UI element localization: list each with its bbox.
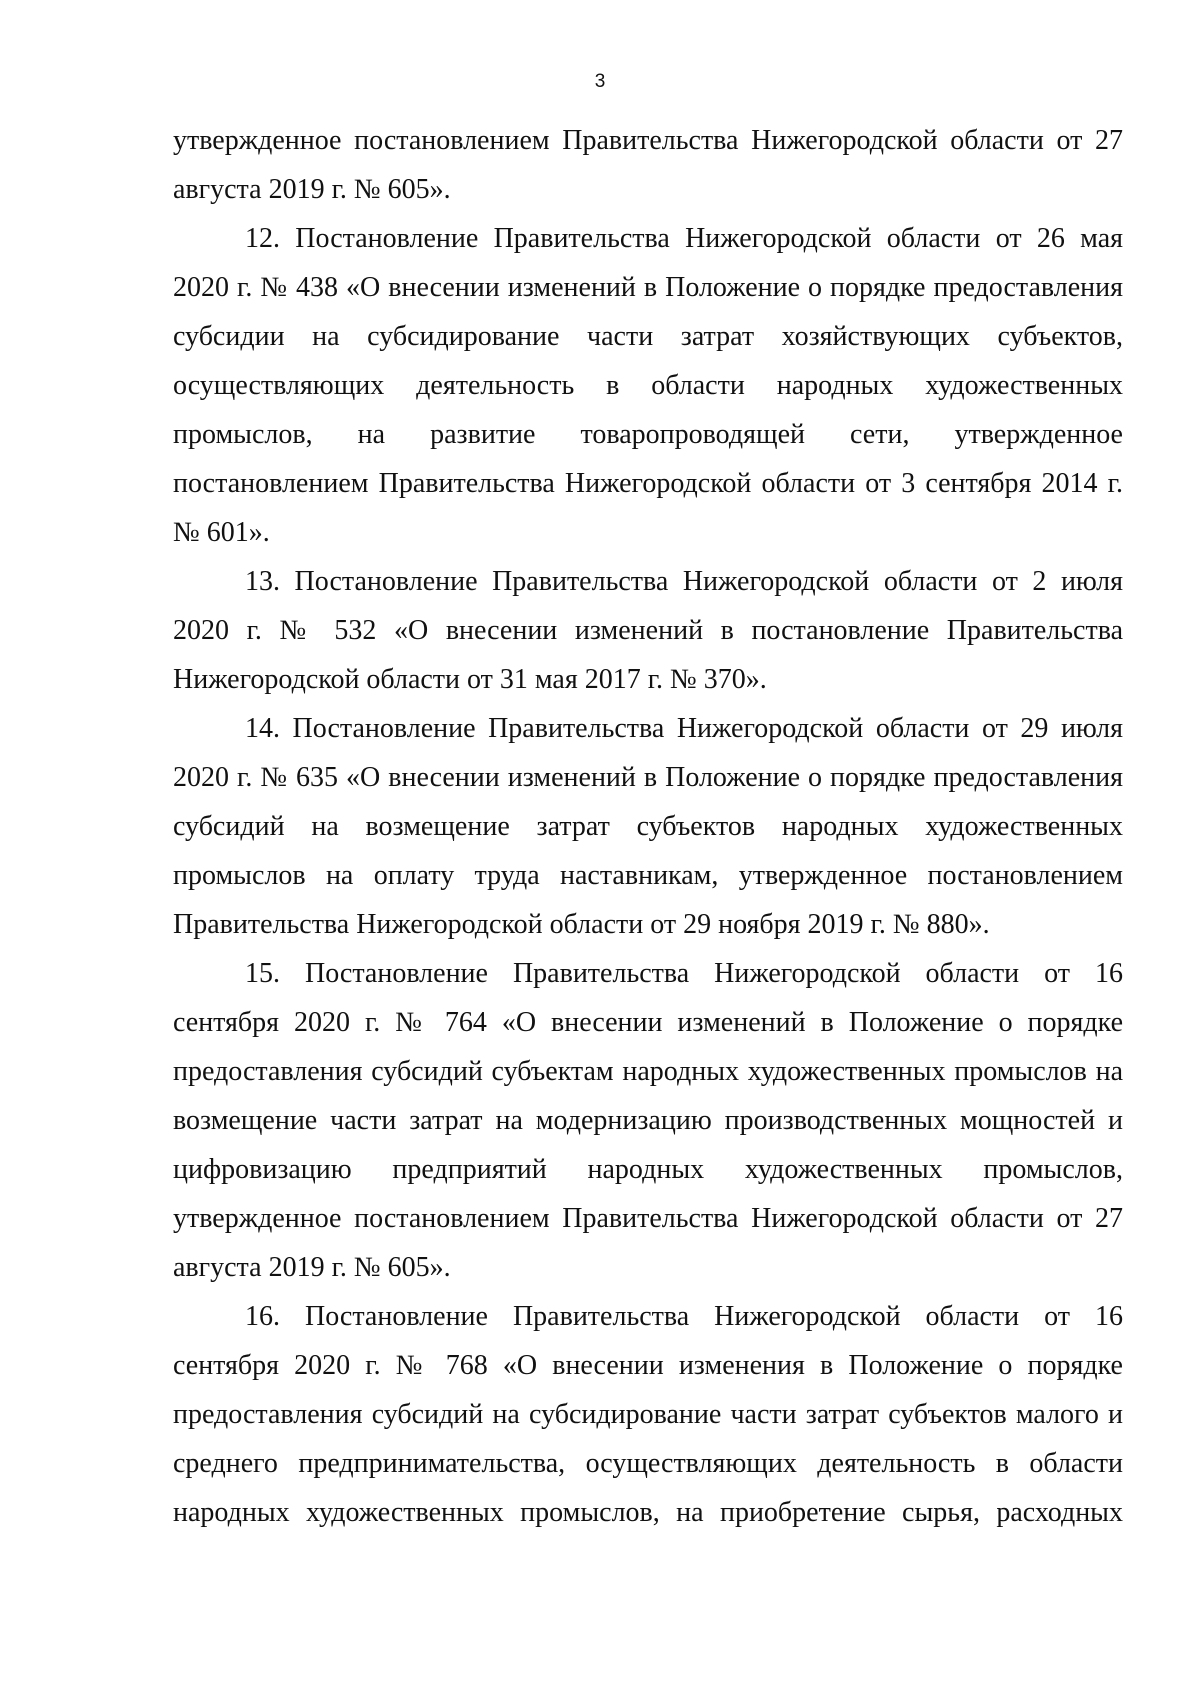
list-item-15: 15. Постановление Правительства Нижегородской области от 16 сентября 2020 г. № 764 «О внесении изменений в Положение о порядке предоставления субсидий субъектам народных художественных промыслов на возмещение части затрат на модернизацию производственных мощностей и цифровизацию предприятий народных художественных промыслов, утвержденное постановлением Правительства Нижегородской области от 27 августа 2019 г. № 605». (173, 958, 1123, 1283)
list-item-12: 12. Постановление Правительства Нижегородской области от 26 мая 2020 г. № 438 «О внесении изменений в Положение о порядке предоставления субсидии на субсидирование части затрат хозяйствующих субъектов, осуществляющих деятельность в области народных художественных промыслов, на развитие товаропроводящей сети, утвержденное постановлением Правительства Нижегородской области от 3 сентября 2014 г. № 601». (173, 223, 1123, 548)
paragraph-continuation: утвержденное постановлением Правительства Нижегородской области от 27 августа 2019 г. № 605». (173, 125, 1123, 205)
list-item-14: 14. Постановление Правительства Нижегородской области от 29 июля 2020 г. № 635 «О внесении изменений в Положение о порядке предоставления субсидий на возмещение затрат субъектов народных художественных промыслов на оплату труда наставникам, утвержденное постановлением Правительства Нижегородской области от 29 ноября 2019 г. № 880». (173, 713, 1123, 940)
page-number: 3 (594, 71, 606, 92)
list-item-13: 13. Постановление Правительства Нижегородской области от 2 июля 2020 г. № 532 «О внесении изменений в постановление Правительства Нижегородской области от 31 мая 2017 г. № 370». (173, 566, 1123, 695)
list-item-16: 16. Постановление Правительства Нижегородской области от 16 сентября 2020 г. № 768 «О внесении изменения в Положение о порядке предоставления субсидий на субсидирование части затрат субъектов малого и среднего предпринимательства, осуществляющих деятельность в области народных художественных промыслов, на приобретение сырья, расходных (173, 1301, 1123, 1528)
document-body (173, 116, 1123, 1537)
